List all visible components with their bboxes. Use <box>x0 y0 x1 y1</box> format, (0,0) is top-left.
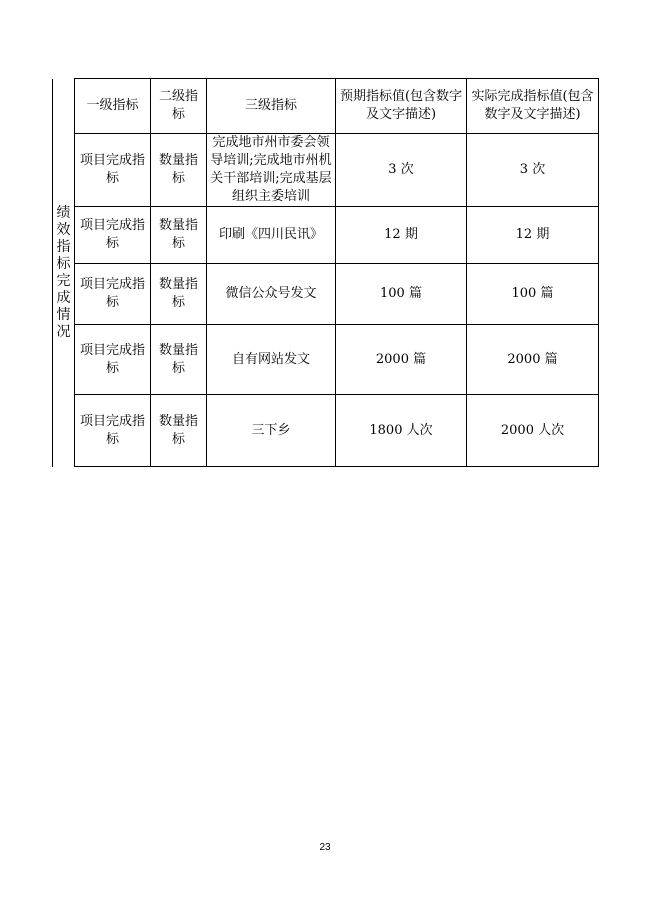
level1-cell: 项目完成指标 <box>75 325 151 395</box>
table-row <box>53 395 599 467</box>
table-row <box>53 264 599 325</box>
page-number: 23 <box>319 842 331 853</box>
level2-cell: 数量指标 <box>151 134 207 207</box>
actual-value-cell: 100 篇 <box>467 264 599 325</box>
expected-value-cell: 2000 篇 <box>336 325 467 395</box>
section-label: 绩效指标完成情况 <box>56 204 71 340</box>
expected-value-cell: 3 次 <box>336 134 467 207</box>
section-label-cell <box>53 79 75 467</box>
header-level2: 二级指标 <box>151 79 207 134</box>
actual-value-cell: 3 次 <box>467 134 599 207</box>
table-row <box>53 207 599 264</box>
table-header-row <box>53 79 599 134</box>
header-level1: 一级指标 <box>75 79 151 134</box>
level3-cell: 微信公众号发文 <box>207 264 336 325</box>
expected-value-cell: 100 篇 <box>336 264 467 325</box>
level1-cell: 项目完成指标 <box>75 264 151 325</box>
level1-cell: 项目完成指标 <box>75 207 151 264</box>
level3-cell: 印刷《四川民讯》 <box>207 207 336 264</box>
level3-cell: 自有网站发文 <box>207 325 336 395</box>
header-actual-value: 实际完成指标值(包含数字及文字描述) <box>467 79 599 134</box>
level1-cell: 项目完成指标 <box>75 134 151 207</box>
header-expected-value: 预期指标值(包含数字及文字描述) <box>336 79 467 134</box>
level2-cell: 数量指标 <box>151 395 207 467</box>
level3-cell: 三下乡 <box>207 395 336 467</box>
expected-value-cell: 12 期 <box>336 207 467 264</box>
level2-cell: 数量指标 <box>151 325 207 395</box>
header-level3: 三级指标 <box>207 79 336 134</box>
expected-value-cell: 1800 人次 <box>336 395 467 467</box>
level3-cell: 完成地市州市委会领导培训;完成地市州机关干部培训;完成基层组织主委培训 <box>207 134 336 207</box>
table-row <box>53 325 599 395</box>
actual-value-cell: 2000 篇 <box>467 325 599 395</box>
level2-cell: 数量指标 <box>151 207 207 264</box>
level2-cell: 数量指标 <box>151 264 207 325</box>
actual-value-cell: 2000 人次 <box>467 395 599 467</box>
actual-value-cell: 12 期 <box>467 207 599 264</box>
performance-indicator-table <box>52 78 599 467</box>
table-row <box>53 134 599 207</box>
level1-cell: 项目完成指标 <box>75 395 151 467</box>
